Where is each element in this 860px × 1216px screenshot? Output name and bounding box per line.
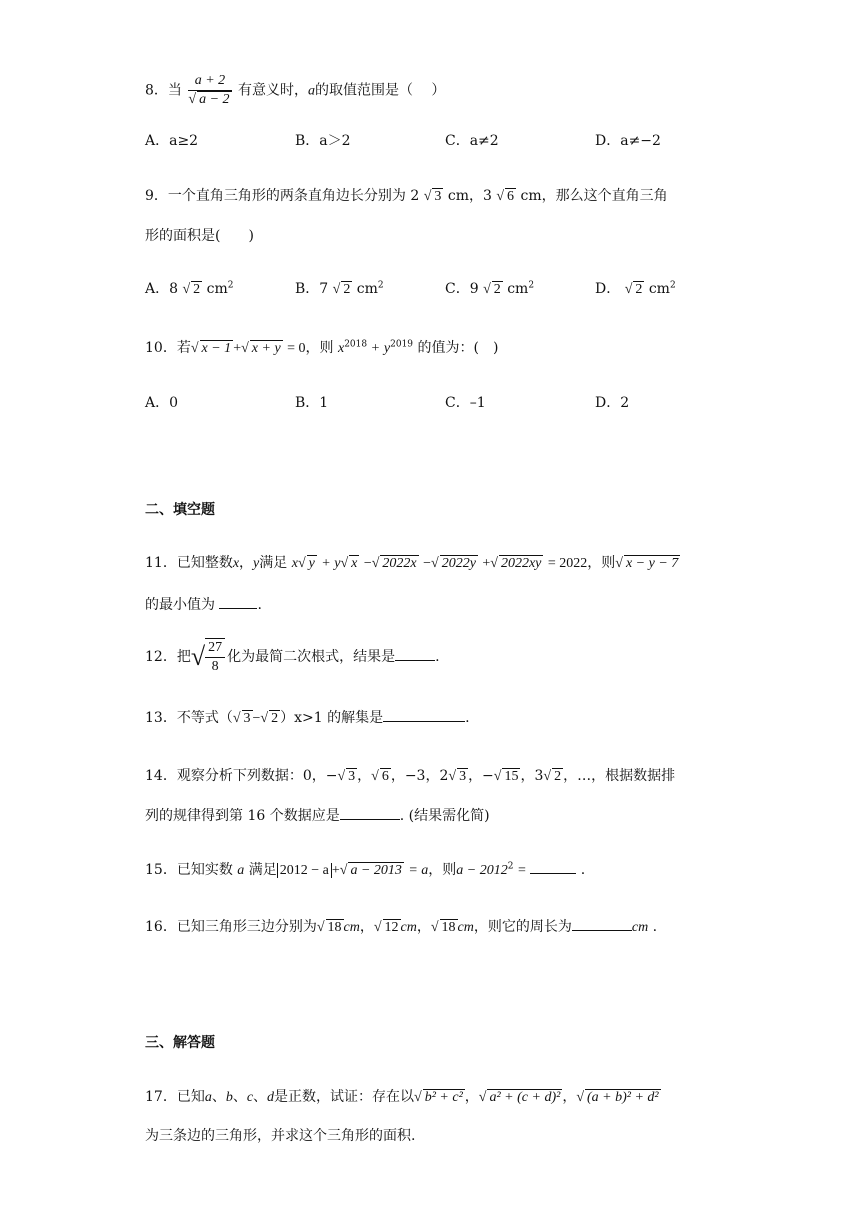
question-10: 10．若√ x − 1 +√ x + y = 0，则 $x^{2018} + y^{2019}$ 的值为：( ) — [145, 339, 499, 356]
question-9: 9．一个直角三角形的两条直角边长分别为 2 √ 3 cm，3 √ 6 cm，那么这个直角三角 — [145, 188, 668, 204]
question-8: 8．当 $\frac{a + 2}{√ a - 2}$ 有意义时，a的取值范围是（ ） — [145, 73, 446, 107]
option-d: D．a≠−2 — [595, 133, 661, 149]
option-c: C．a≠2 — [445, 133, 499, 149]
option-d: D． √ 2 $cm^2$ — [595, 280, 676, 297]
option-a: A．8 √ 2 $cm^2$ — [145, 280, 234, 297]
option-d: D．2 — [595, 395, 630, 411]
question-12: 12．把√ $\frac{27}{8}$ 化为最简二次根式，结果是 . — [145, 640, 440, 674]
option-b: B．a＞2 — [295, 133, 351, 149]
question-15: 15．已知实数 a 满足 2012 − a +√ a − 2013 = a，则$a - 2012^2$ = . — [145, 861, 586, 878]
option-a: A．a≥2 — [145, 133, 199, 149]
question-17-line2: 为三条边的三角形，并求这个三角形的面积. — [145, 1128, 416, 1144]
fraction: $\frac{a + 2}{√ a - 2}$ — [188, 73, 230, 107]
question-14-line2: 列的规律得到第 16 个数据应是 . (结果需化简) — [145, 808, 490, 824]
option-c: C．–1 — [445, 395, 486, 411]
option-c: C．9 √ 2 $cm^2$ — [445, 280, 535, 297]
section-heading: 二、填空题 — [145, 502, 215, 518]
question-14: 14．观察分析下列数据：0，−√ 3 ，√ 6 ，−3，2√ 3 ，−√ 15 ，3√ 2 ，…，根据数据排 — [145, 768, 676, 784]
question-11-line2: 的最小值为 . — [145, 597, 262, 613]
question-16: 16．已知三角形三边分别为√ 18 cm，√ 12 cm，√ 18 cm，则它的周长为 cm . — [145, 919, 658, 935]
section-heading: 三、解答题 — [145, 1035, 215, 1051]
question-13: 13．不等式（√ 3 −√ 2 ）x>1 的解集是 . — [145, 710, 470, 726]
question-17: 17．已知a、b、c、d是正数，试证：存在以√ b² + c² ，√ a² + (c + d)² ，√ (a + b)² + d² — [145, 1089, 659, 1105]
option-a: A．0 — [145, 395, 179, 411]
option-b: B．7 √ 2 $cm^2$ — [295, 280, 384, 297]
question-9-line2: 形的面积是( ) — [145, 228, 254, 244]
option-b: B．1 — [295, 395, 329, 411]
question-11: 11．已知整数x，y满足 x√ y + y√ x −√ 2022x −√ 2022y +√ 2022xy = 2022，则√ x − y − 7 — [145, 555, 679, 571]
